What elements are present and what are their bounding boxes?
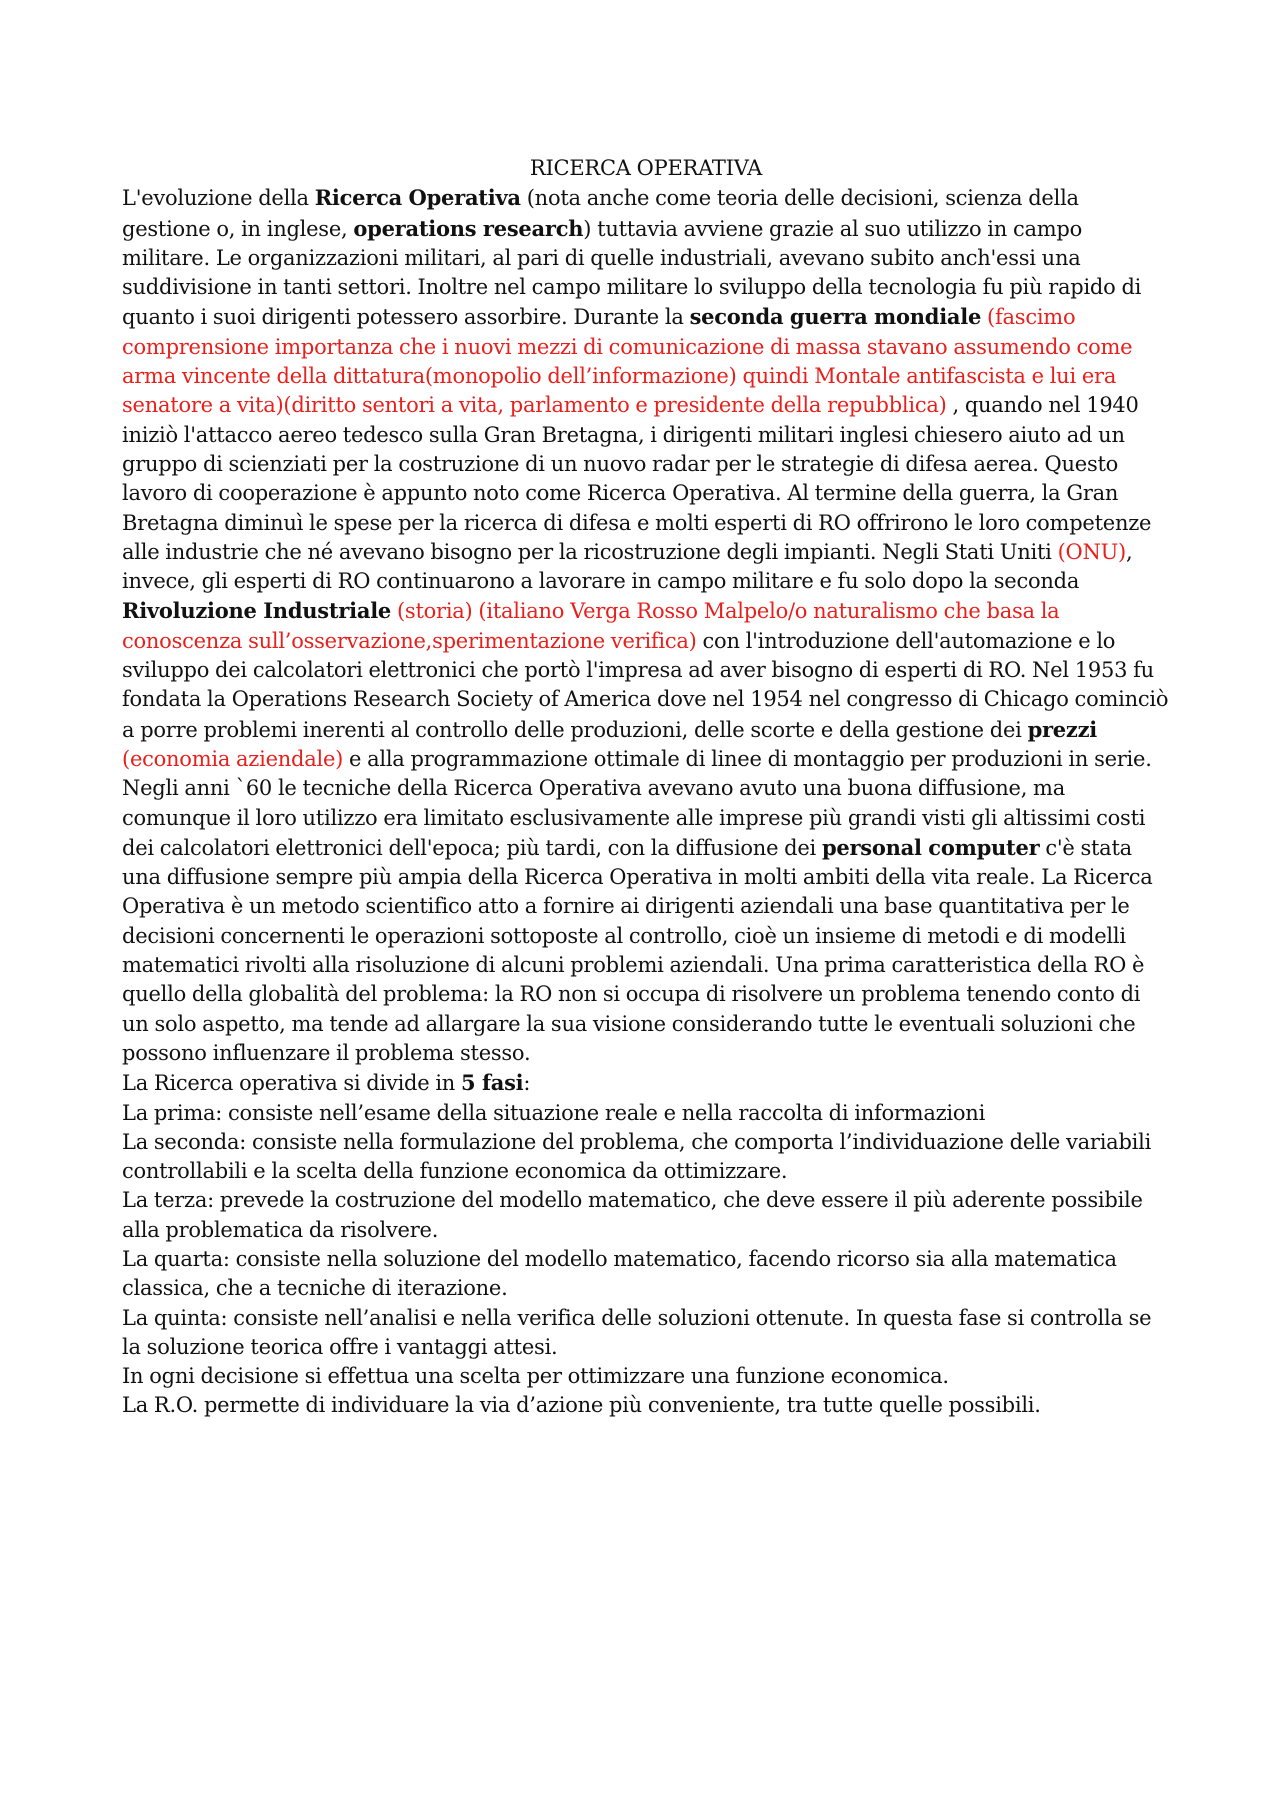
phase-4: La quarta: consiste nella soluzione del modello matematico, facendo ricorso sia alla matematica classica, che a tecniche di iterazione. [122,1246,1117,1301]
intro-segment: c'è stata una diffusione sempre più ampia della Ricerca Operativa in molti ambiti della vita reale. La Ricerca Operativa è un metodo scientifico atto a fornire ai dirigenti aziendali una base quantitativa per le decisioni concernenti le operazioni sottoposte al controllo, cioè un insieme di metodi e di modelli matematici rivolti alla risoluzione di alcuni problemi aziendali. Una prima caratteristica della RO è quello della globalità del problema: la RO non si occupa di risolvere un problema tenendo conto di un solo aspetto, ma tende ad allargare la sua visione considerando tutte le eventuali soluzioni che possono influenzare il problema stesso. [122,835,1153,1065]
intro-segment-bold: prezzi [1027,716,1097,742]
intro-segment: ) tuttavia avviene grazie al suo utilizzo in campo militare. Le organizzazioni militari, al pari di quelle industriali, avevano subito anch'essi una suddivisione in tanti settori. Inoltre nel campo militare lo sviluppo della tecnologia fu più rapido di quanto i suoi dirigenti potessero assorbire. Durante la [122,216,1142,330]
document-page [122,154,1170,1421]
intro-segment-note: (storia) (italiano Verga Rosso Malpelo/o naturalismo che basa la conoscenza sull’osservazione,sperimentazione verifica) [122,599,1060,653]
intro-segment: con l'introduzione dell'automazione e lo sviluppo dei calcolatori elettronici che portò l'impresa ad aver bisogno di esperti di RO. Nel 1953 fu fondata la Operations Research Society of America dove nel 1954 nel congresso di Chicago cominciò a porre problemi inerenti al controllo delle produzioni, delle scorte e della gestione dei [122,628,1169,742]
intro-segment-note: (fascimo comprensione importanza che i nuovi mezzi di comunicazione di massa stavano assumendo come arma vincente della dittatura(monopolio dell’informazione) quindi Montale antifascista e lui era senatore a vita)(diritto sentori a vita, parlamento e presidente della repubblica) [122,305,1133,418]
document-title: RICERCA OPERATIVA [529,156,763,180]
phases-intro [122,1068,1170,1098]
intro-segment-note: (ONU) [1057,539,1126,564]
ro-conclusion: La R.O. permette di individuare la via d’azione più conveniente, tra tutte quelle possibili. [122,1393,1041,1418]
intro-segment: , quando nel 1940 iniziò l'attacco aereo tedesco sulla Gran Bretagna, i dirigenti militari inglesi chiesero aiuto ad un gruppo di scienziati per la costruzione di un nuovo radar per le strategie di difesa aerea. Questo lavoro di cooperazione è appunto noto come Ricerca Operativa. Al termine della guerra, la Gran Bretagna diminuì le spese per la ricerca di difesa e molti esperti di RO offrirono le loro competenze alle industrie che né avevano bisogno per la ricostruzione degli impianti. Negli Stati Uniti [122,393,1152,564]
phases-intro-text: La Ricerca operativa si divide in [122,1071,462,1096]
intro-segment-bold: seconda guerra mondiale [689,304,982,330]
phase-3: La terza: prevede la costruzione del modello matematico, che deve essere il più aderente possibile alla problematica da risolvere. [122,1188,1143,1242]
intro-segment: , invece, gli esperti di RO continuarono a lavorare in campo militare e fu solo dopo la seconda [122,539,1133,594]
phases-intro-colon: : [523,1071,531,1096]
intro-segment-bold: Ricerca Operativa [314,185,521,211]
phase-5: La quinta: consiste nell’analisi e nella verifica delle soluzioni ottenute. In questa fase si controlla se la soluzione teorica offre i vantaggi attesi. [122,1305,1152,1359]
intro-segment: L'evoluzione della [122,186,315,211]
decision-note: In ogni decisione si effettua una scelta per ottimizzare una funzione economica. [122,1364,949,1389]
intro-segment-note: (economia aziendale) [122,746,344,771]
intro-segment-bold: operations research [353,215,584,241]
phase-1: La prima: consiste nell’esame della situazione reale e nella raccolta di informazioni [122,1100,986,1125]
intro-segment: e alla programmazione ottimale di linee di montaggio per produzioni in serie. Negli anni `60 le tecniche della Ricerca Operativa avevano avuto una buona diffusione, ma comunque il loro utilizzo era limitato esclusivamente alle imprese più grandi visti gli altissimi costi dei calcolatori elettronici dell'epoca; più tardi, con la diffusione dei [122,746,1152,860]
intro-paragraph [122,183,1170,1068]
intro-segment: (nota anche come teoria delle decisioni, scienza della gestione o, in inglese, [122,186,1079,241]
phases-count: 5 fasi [461,1070,524,1096]
intro-segment-bold: Rivoluzione Industriale [122,598,392,624]
phase-2: La seconda: consiste nella formulazione del problema, che comporta l’individuazione delle variabili controllabili e la scelta della funzione economica da ottimizzare. [122,1129,1152,1184]
intro-segment-bold: personal computer [821,834,1040,860]
